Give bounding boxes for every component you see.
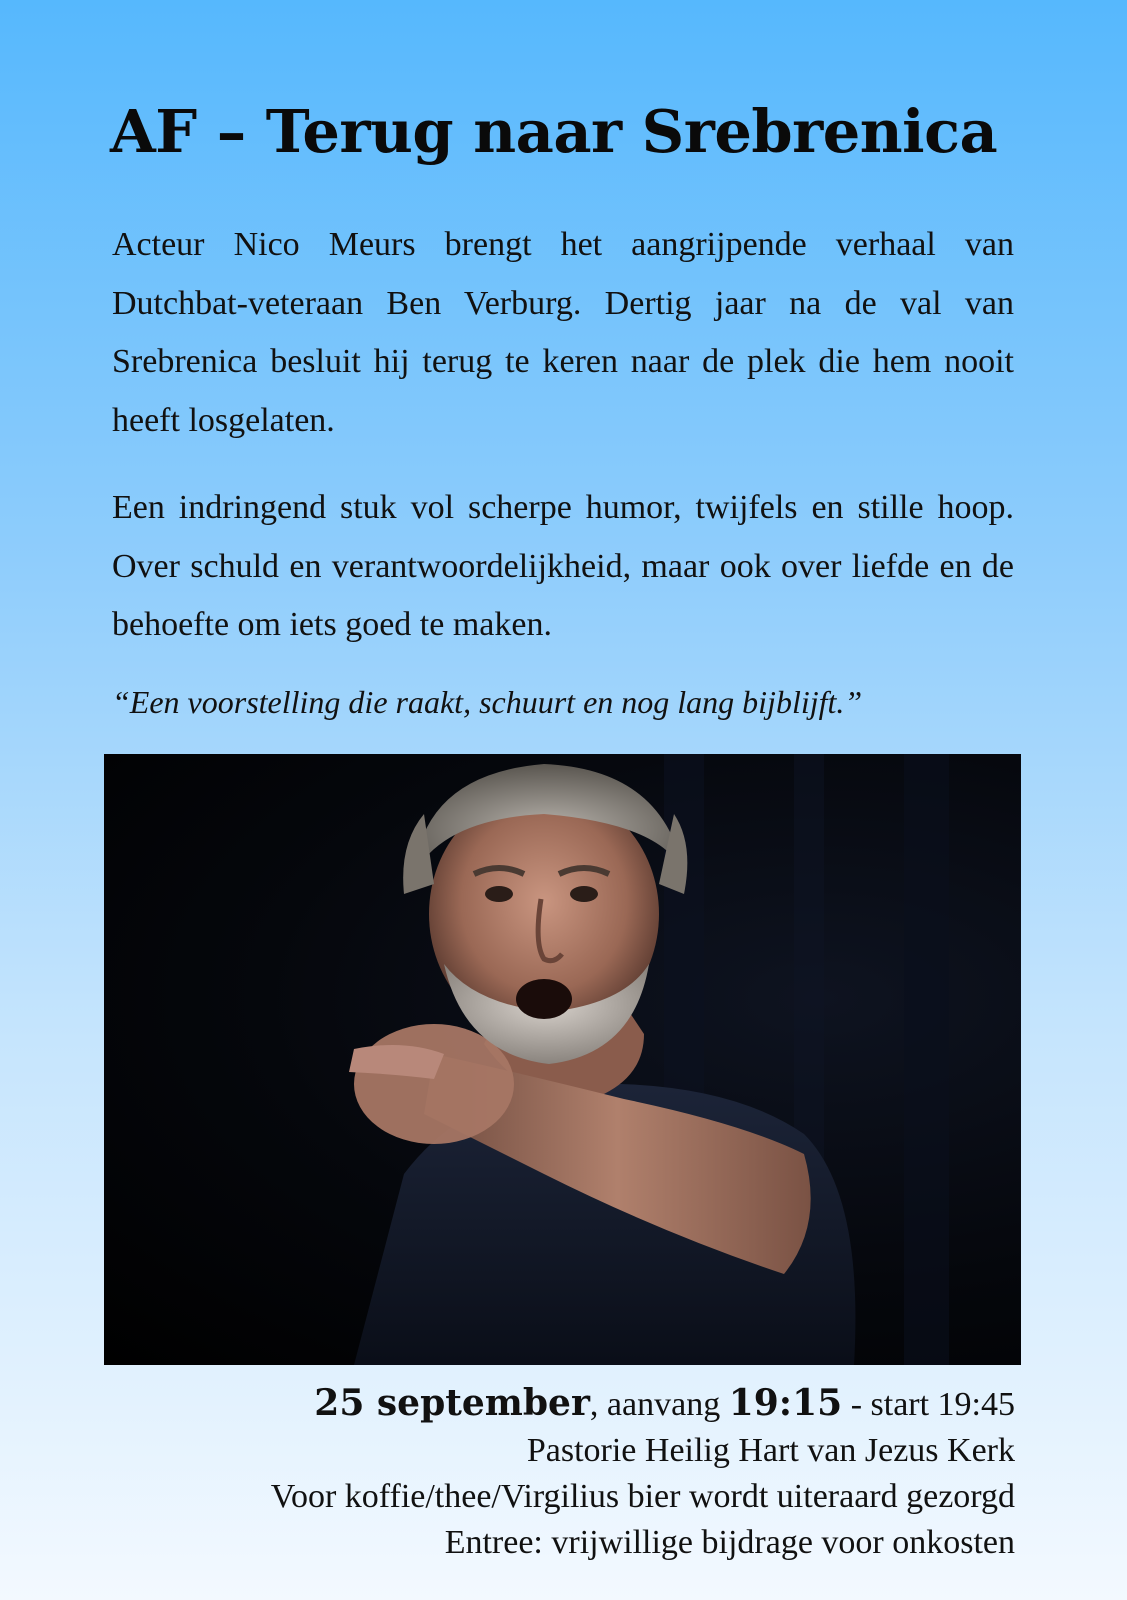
doors-label: , aanvang (589, 1386, 729, 1423)
doors-time: 19:15 (728, 1382, 843, 1424)
event-entry: Entree: vrijwillige bijdrage voor onkosten (444, 1524, 1015, 1561)
actor-illustration (104, 754, 1021, 1365)
event-venue: Pastorie Heilig Hart van Jezus Kerk (526, 1432, 1015, 1469)
event-date-time (95, 1380, 1015, 1428)
description-paragraph: Een indringend stuk vol scherpe humor, twijfels en stille hoop. Over schuld en verantwoordelijkheid, maar ook over liefde en de behoefte om iets goed te maken. (112, 489, 1014, 643)
event-date: 25 september (314, 1382, 590, 1424)
event-refreshments: Voor koffie/thee/Virgilius bier wordt uiteraard gezorgd (270, 1478, 1015, 1515)
intro-paragraph: Acteur Nico Meurs brengt het aangrijpende verhaal van Dutchbat-veteraan Ben Verburg. Dertig jaar na de val van Srebrenica besluit hij terug te keren naar de plek die hem nooit heeft losgelaten. (112, 226, 1014, 439)
review-quote: “Een voorstelling die raakt, schuurt en nog lang bijblijft.” (112, 684, 863, 720)
start-time: - start 19:45 (842, 1386, 1015, 1423)
event-details (95, 1380, 1015, 1566)
actor-photo (104, 754, 1021, 1365)
poster-title: AF – Terug naar Srebrenica (110, 97, 998, 166)
